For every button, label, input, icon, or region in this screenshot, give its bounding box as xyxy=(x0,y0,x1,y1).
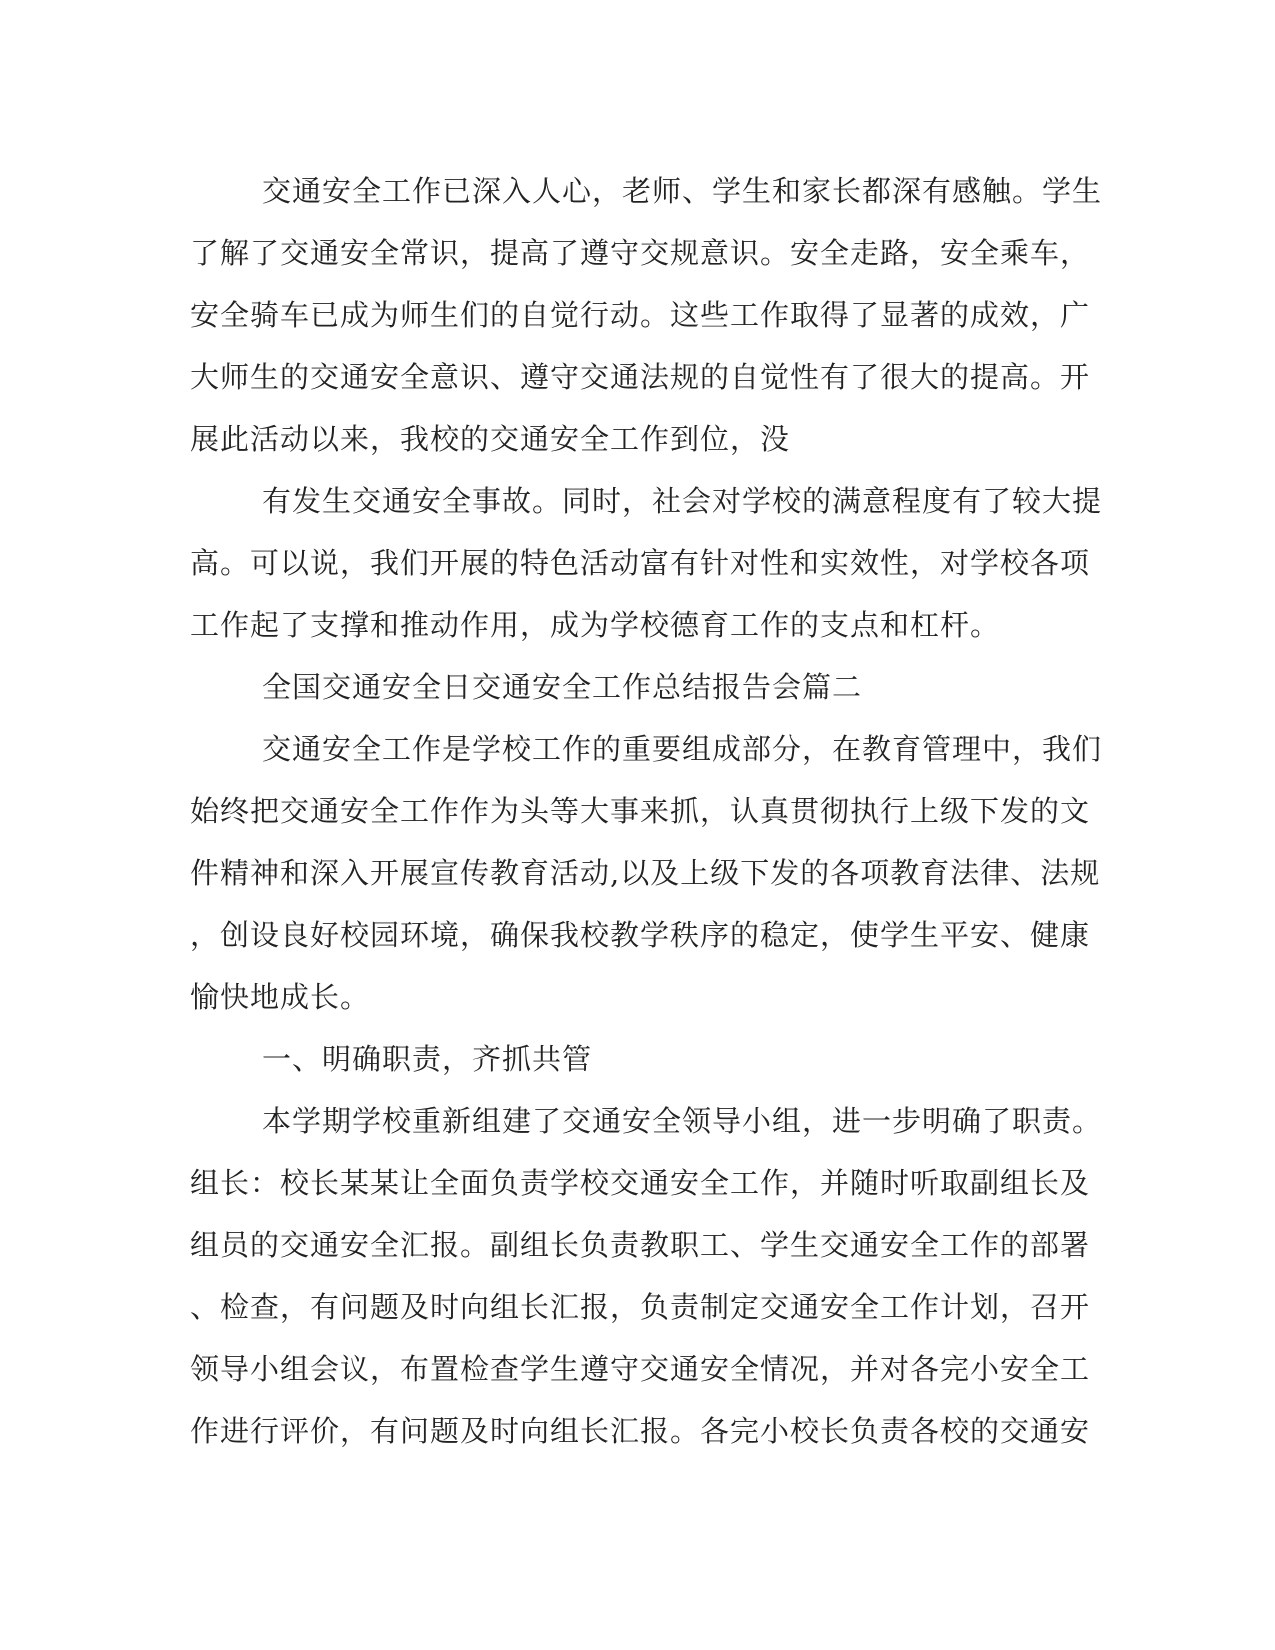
text-line: 交通安全工作已深入人心，老师、学生和家长都深有感触。学生 xyxy=(262,174,1103,208)
text-line: 、检查，有问题及时向组长汇报，负责制定交通安全工作计划，召开 xyxy=(190,1290,1091,1324)
text-line: 交通安全工作是学校工作的重要组成部分，在教育管理中，我们 xyxy=(262,732,1103,766)
text-line: 始终把交通安全工作作为头等大事来抓，认真贯彻执行上级下发的文 xyxy=(190,794,1091,828)
subsection-heading: 一、明确职责，齐抓共管 xyxy=(262,1042,593,1076)
document-body xyxy=(190,160,1103,1462)
text-line: ，创设良好校园环境，确保我校教学秩序的稳定，使学生平安、健康 xyxy=(190,918,1091,952)
text-line: 本学期学校重新组建了交通安全领导小组，进一步明确了职责。 xyxy=(262,1104,1103,1138)
text-line: 展此活动以来，我校的交通安全工作到位，没 xyxy=(190,422,791,456)
text-line: 安全骑车已成为师生们的自觉行动。这些工作取得了显著的成效，广 xyxy=(190,298,1091,332)
text-line: 作进行评价，有问题及时向组长汇报。各完小校长负责各校的交通安 xyxy=(190,1414,1091,1448)
section-heading: 全国交通安全日交通安全工作总结报告会篇二 xyxy=(262,670,863,704)
text-line: 件精神和深入开展宣传教育活动,以及上级下发的各项教育法律、法规 xyxy=(190,856,1101,890)
text-line: 大师生的交通安全意识、遵守交通法规的自觉性有了很大的提高。开 xyxy=(190,360,1091,394)
text-line: 愉快地成长。 xyxy=(190,980,371,1014)
text-line: 组员的交通安全汇报。副组长负责教职工、学生交通安全工作的部署 xyxy=(190,1228,1091,1262)
text-line: 领导小组会议，布置检查学生遵守交通安全情况，并对各完小安全工 xyxy=(190,1352,1091,1386)
text-line: 高。可以说，我们开展的特色活动富有针对性和实效性，对学校各项 xyxy=(190,546,1091,580)
text-line: 有发生交通安全事故。同时，社会对学校的满意程度有了较大提 xyxy=(262,484,1103,518)
text-line: 工作起了支撑和推动作用，成为学校德育工作的支点和杠杆。 xyxy=(190,608,1001,642)
text-line: 了解了交通安全常识，提高了遵守交规意识。安全走路，安全乘车， xyxy=(190,236,1091,270)
text-line: 组长：校长某某让全面负责学校交通安全工作，并随时听取副组长及 xyxy=(190,1166,1091,1200)
